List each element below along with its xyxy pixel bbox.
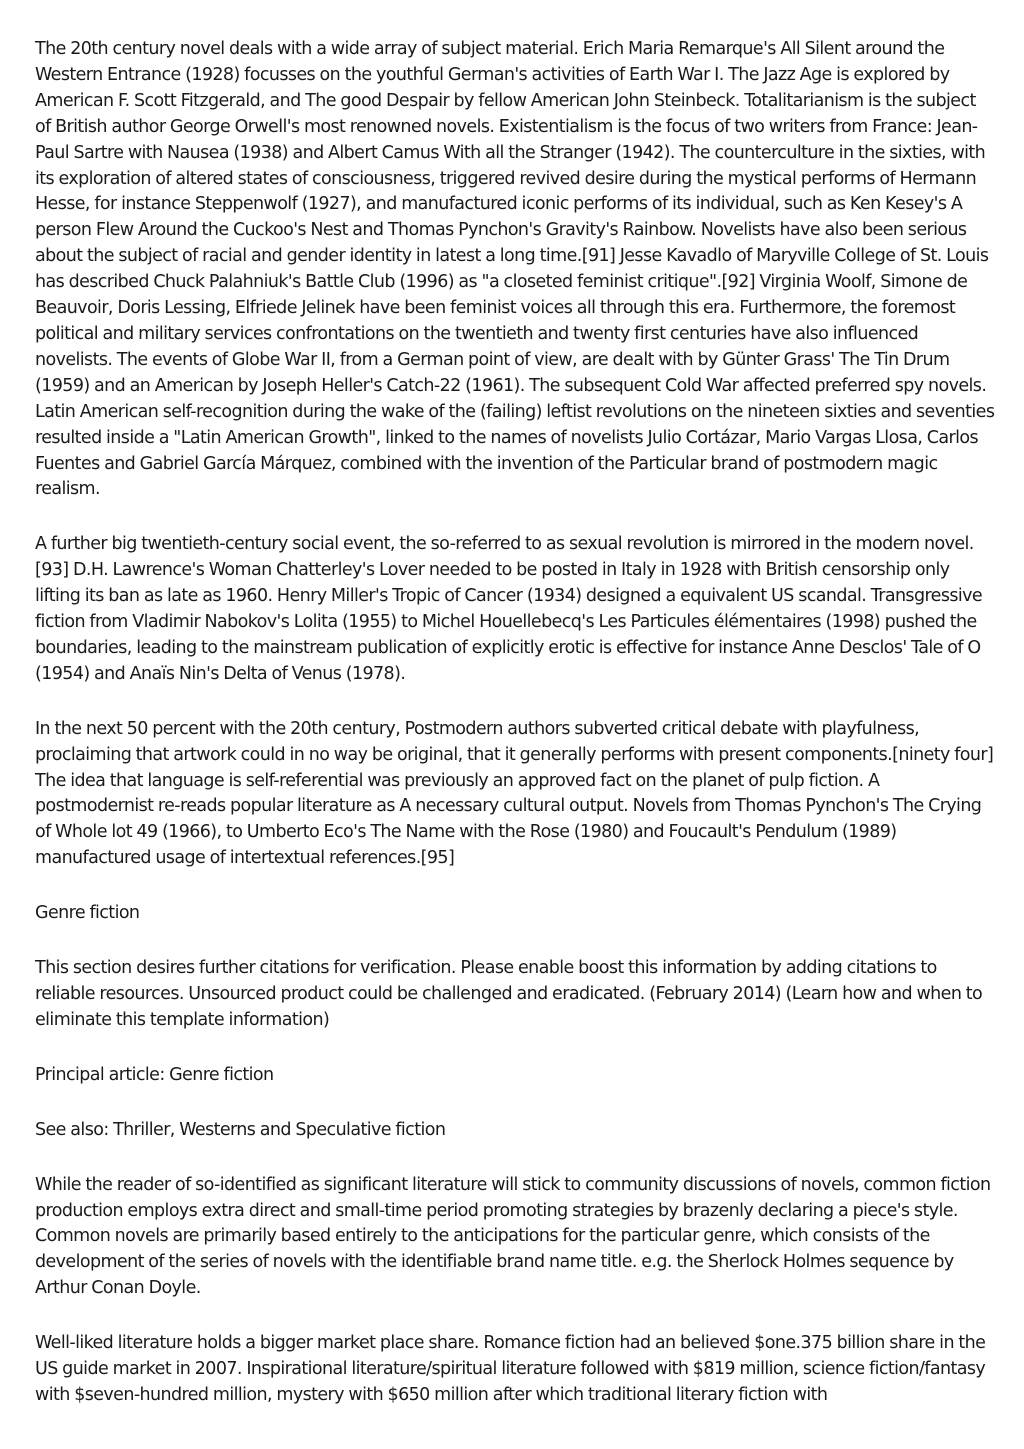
paragraph-market-share: Well-liked literature holds a bigger market place share. Romance fiction had an believed $one.375 billion share in the US guide market in 2007. Inspirational literature/spiritual literature followed with $819 million, science fiction/fantasy with $seven-hundred million, mystery with $650 million after which traditional literary fiction with	[35, 1333, 986, 1405]
section-heading-genre-fiction: Genre fiction	[35, 903, 140, 924]
see-also-note: See also: Thriller, Westerns and Speculative fiction	[35, 1119, 446, 1140]
paragraph-genre-marketing: While the reader of so-identified as significant literature will stick to community discussions of novels, common fiction production employs extra direct and small-time period promoting strategies by brazenly declaring a piece's style. Common novels are primarily based entirely to the anticipations for the particular genre, which consists of the development of the series of novels with the identifiable brand name title. e.g. the Sherlock Holmes sequence by Arthur Conan Doyle.	[35, 1174, 991, 1299]
document-body	[35, 37, 995, 1438]
paragraph-postmodern-authors: In the next 50 percent with the 20th century, Postmodern authors subverted critical debate with playfulness, proclaiming that artwork could in no way be original, that it generally performs with present components.[ninety four] The idea that language is self-referential was previously an approved fact on the planet of pulp fiction. A postmodernist re-reads popular literature as A necessary cultural output. Novels from Thomas Pynchon's The Crying of Whole lot 49 (1966), to Umberto Eco's The Name with the Rose (1980) and Foucault's Pendulum (1989) manufactured usage of intertextual references.[95]	[35, 718, 994, 869]
paragraph-sexual-revolution: A further big twentieth-century social event, the so-referred to as sexual revolution is mirrored in the modern novel.[93] D.H. Lawrence's Woman Chatterley's Lover needed to be posted in Italy in 1928 with British censorship only lifting its ban as late as 1960. Henry Miller's Tropic of Cancer (1934) designed a equivalent US scandal. Transgressive fiction from Vladimir Nabokov's Lolita (1955) to Michel Houellebecq's Les Particules élémentaires (1998) pushed the boundaries, leading to the mainstream publication of explicitly erotic is effective for instance Anne Desclos' Tale of O (1954) and Anaïs Nin's Delta of Venus (1978).	[35, 534, 983, 684]
principal-article-note: Principal article: Genre fiction	[35, 1064, 274, 1085]
citation-notice: This section desires further citations for verification. Please enable boost this information by adding citations to reliable resources. Unsourced product could be challenged and eradicated. (February 2014) (Learn how and when to eliminate this template information)	[35, 958, 983, 1030]
paragraph-twentieth-century-themes: The 20th century novel deals with a wide array of subject material. Erich Maria Remarque's All Silent around the Western Entrance (1928) focusses on the youthful German's activities of Earth War I. The Jazz Age is explored by American F. Scott Fitzgerald, and The good Despair by fellow American John Steinbeck. Totalitarianism is the subject of British author George Orwell's most renowned novels. Existentialism is the focus of two writers from France: Jean-Paul Sartre with Nausea (1938) and Albert Camus With all the Stranger (1942). The counterculture in the sixties, with its exploration of altered states of consciousness, triggered revived desire during the mystical performs of Hermann Hesse, for instance Steppenwolf (1927), and manufactured iconic performs of its individual, such as Ken Kesey's A person Flew Around the Cuckoo's Nest and Thomas Pynchon's Gravity's Rainbow. Novelists have also been serious about the subject of racial and gender identity in latest a long time.[91] Jesse Kavadlo of Maryville College of St. Louis has described Chuck Palahniuk's Battle Club (1996) as "a closeted feminist critique".[92] Virginia Woolf, Simone de Beauvoir, Doris Lessing, Elfriede Jelinek have been feminist voices all through this era. Furthermore, the foremost political and military services confrontations on the twentieth and twenty first centuries have also influenced novelists. The events of Globe War II, from a German point of view, are dealt with by Günter Grass' The Tin Drum (1959) and an American by Joseph Heller's Catch-22 (1961). The subsequent Cold War affected preferred spy novels. Latin American self-recognition during the wake of the (failing) leftist revolutions on the nineteen sixties and seventies resulted inside a "Latin American Growth", linked to the names of novelists Julio Cortázar, Mario Vargas Llosa, Carlos Fuentes and Gabriel García Márquez, combined with the invention of the Particular brand of postmodern magic realism.	[35, 39, 995, 500]
